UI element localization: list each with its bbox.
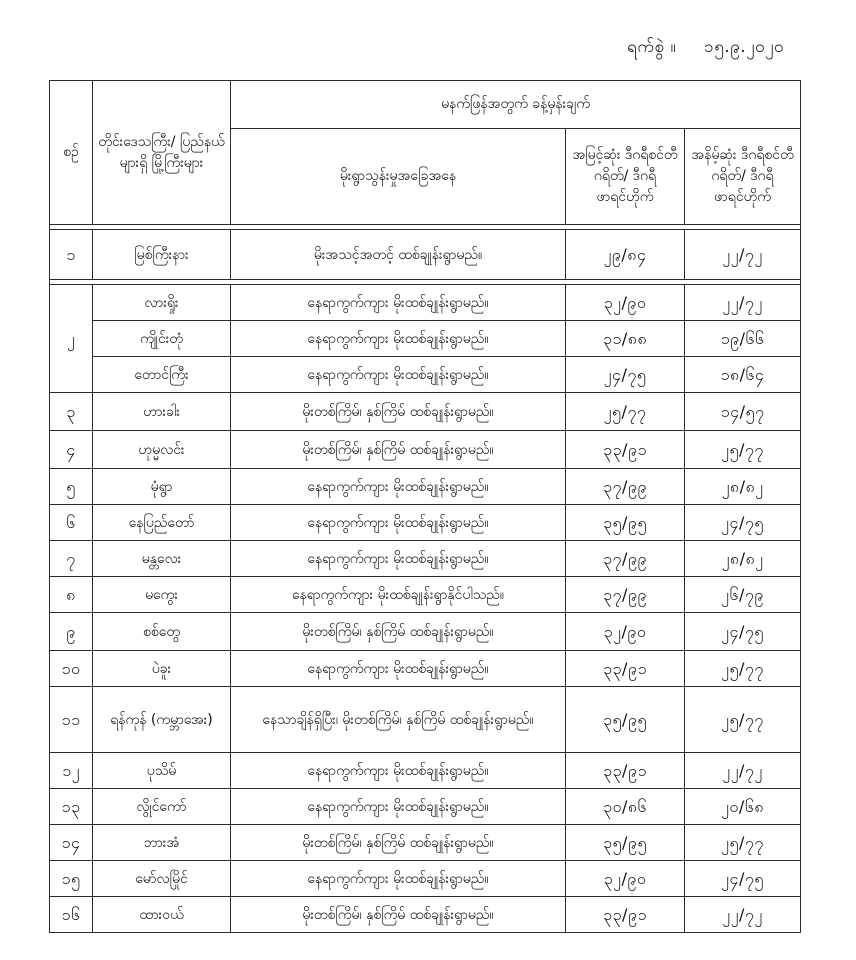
city-name: လွိုင်ကော် [93,789,231,825]
table-row [50,577,801,613]
rain-condition: နေရာကွက်ကျား မိုးထစ်ချုန်းရွာမည်။ [231,469,566,505]
row-number: ၅ [50,469,93,505]
max-temp: ၃၀/၈၆ [566,789,685,825]
table-row [50,753,801,789]
min-temp: ၂၂/၇၂ [685,897,801,933]
min-temp: ၂၅/၇၇ [685,431,801,469]
city-name: ရန်ကုန် (ကမ္ဘာအေး) [93,687,231,753]
row-number: ၇ [50,541,93,577]
rain-condition: နေရာကွက်ကျား မိုးထစ်ချုန်းရွာမည်။ [231,651,566,687]
max-temp: ၃၁/၈၈ [566,321,685,357]
table-row [50,321,801,357]
city-name: မြစ်ကြီးနား [93,230,231,280]
max-temp: ၃၅/၉၅ [566,825,685,861]
header-row-top [50,81,801,129]
city-name: မန္တလေး [93,541,231,577]
max-temp: ၃၂/၉၀ [566,613,685,651]
table-row [50,469,801,505]
max-temp: ၂၅/၇၇ [566,393,685,431]
rain-condition: မိုးတစ်ကြိမ်၊ နှစ်ကြိမ် ထစ်ချုန်းရွာမည်။ [231,393,566,431]
row-number: ၂ [50,285,93,393]
rain-condition: နေရာကွက်ကျား မိုးထစ်ချုန်းရွာမည်။ [231,861,566,897]
table-row [50,897,801,933]
min-temp: ၂၄/၇၅ [685,505,801,541]
column-header-no: စဉ် [50,81,93,225]
city-name: ထားဝယ် [93,897,231,933]
min-temp: ၂၈/၈၂ [685,469,801,505]
rain-condition: နေရာကွက်ကျား မိုးထစ်ချုန်းရွာမည်။ [231,285,566,321]
table-row [50,393,801,431]
rain-condition: နေရာကွက်ကျား မိုးထစ်ချုန်းရွာမည်။ [231,753,566,789]
row-number: ၈ [50,577,93,613]
table-row [50,613,801,651]
max-temp: ၃၅/၉၅ [566,687,685,753]
city-name: နေပြည်တော် [93,505,231,541]
max-temp: ၃၇/၉၉ [566,541,685,577]
table-row [50,357,801,393]
min-temp: ၁၄/၅၇ [685,393,801,431]
table-row [50,861,801,897]
forecast-table [49,80,801,933]
max-temp: ၂၄/၇၅ [566,357,685,393]
rain-condition: မိုးအသင့်အတင့် ထစ်ချုန်းရွာမည်။ [231,230,566,280]
rain-condition: မိုးတစ်ကြိမ်၊ နှစ်ကြိမ် ထစ်ချုန်းရွာမည်။ [231,613,566,651]
min-temp: ၂၆/၇၉ [685,577,801,613]
row-number: ၁၁ [50,687,93,753]
max-temp: ၃၃/၉၁ [566,753,685,789]
max-temp: ၂၉/၈၄ [566,230,685,280]
column-header-max-temp: အမြင့်ဆုံး ဒီဂရီစင်တီဂရိတ်/ ဒီဂရီဖာရင်ဟိုက် [566,129,685,225]
rain-condition: နေရာကွက်ကျား မိုးထစ်ချုန်းရွာမည်။ [231,789,566,825]
column-header-city: တိုင်းဒေသကြီး/ ပြည်နယ်များရှိ မြို့ကြီးများ [93,81,231,225]
rain-condition: မိုးတစ်ကြိမ်၊ နှစ်ကြိမ် ထစ်ချုန်းရွာမည်။ [231,897,566,933]
table-row [50,285,801,321]
column-header-min-temp: အနိမ့်ဆုံး ဒီဂရီစင်တီဂရိတ်/ ဒီဂရီဖာရင်ဟိုက် [685,129,801,225]
row-number: ၆ [50,505,93,541]
table-row [50,789,801,825]
row-number: ၁၂ [50,753,93,789]
row-number: ၁၅ [50,861,93,897]
city-name: မုံရွာ [93,469,231,505]
max-temp: ၃၃/၉၁ [566,431,685,469]
min-temp: ၂၂/၇၂ [685,230,801,280]
min-temp: ၂၅/၇၇ [685,687,801,753]
city-name: ဟားခါး [93,393,231,431]
min-temp: ၁၈/၆၄ [685,357,801,393]
max-temp: ၃၇/၉၉ [566,577,685,613]
date-value: ၁၅.၉.၂၀၂၀ [704,37,784,57]
rain-condition: မိုးတစ်ကြိမ်၊ နှစ်ကြိမ် ထစ်ချုန်းရွာမည်။ [231,431,566,469]
row-number: ၃ [50,393,93,431]
rain-condition: နေရာကွက်ကျား မိုးထစ်ချုန်းရွာမည်။ [231,321,566,357]
max-temp: ၃၃/၉၁ [566,651,685,687]
max-temp: ၃၇/၉၉ [566,469,685,505]
min-temp: ၂၅/၇၇ [685,825,801,861]
table-row [50,541,801,577]
rain-condition: နေရာကွက်ကျား မိုးထစ်ချုန်းရွာမည်။ [231,541,566,577]
date-line [627,36,784,61]
min-temp: ၂၅/၇၇ [685,651,801,687]
city-name: မကွေး [93,577,231,613]
min-temp: ၂၂/၇၂ [685,285,801,321]
column-header-forecast-group: မနက်ဖြန်အတွက် ခန့်မှန်းချက် [231,81,801,129]
row-number: ၄ [50,431,93,469]
row-number: ၉ [50,613,93,651]
row-number: ၁၄ [50,825,93,861]
date-label: ရက်စွဲ ။ [627,37,677,57]
max-temp: ၃၂/၉၀ [566,285,685,321]
table-row [50,825,801,861]
table-row [50,651,801,687]
city-name: လားရှိုး [93,285,231,321]
city-name: ပဲခူး [93,651,231,687]
city-name: မော်လမြိုင် [93,861,231,897]
city-name: တောင်ကြီး [93,357,231,393]
max-temp: ၃၃/၉၁ [566,897,685,933]
min-temp: ၂၀/၆၈ [685,789,801,825]
table-row [50,431,801,469]
table-row [50,230,801,280]
city-name: ဘားအံ [93,825,231,861]
city-name: ပုသိမ် [93,753,231,789]
row-number: ၁၃ [50,789,93,825]
row-number: ၁၀ [50,651,93,687]
table-row [50,687,801,753]
min-temp: ၂၈/၈၂ [685,541,801,577]
city-name: ဟုမ္မလင်း [93,431,231,469]
min-temp: ၂၂/၇၂ [685,753,801,789]
table-row [50,505,801,541]
min-temp: ၂၄/၇၅ [685,861,801,897]
rain-condition: မိုးတစ်ကြိမ်၊ နှစ်ကြိမ် ထစ်ချုန်းရွာမည်။ [231,825,566,861]
city-name: ကျိုင်းတုံ [93,321,231,357]
min-temp: ၁၉/၆၆ [685,321,801,357]
city-name: စစ်တွေ [93,613,231,651]
rain-condition: နေရာကွက်ကျား မိုးထစ်ချုန်းရွာမည်။ [231,505,566,541]
rain-condition: နေရာကွက်ကျား မိုးထစ်ချုန်းရွာနိုင်ပါသည်။ [231,577,566,613]
max-temp: ၃၂/၉၀ [566,861,685,897]
min-temp: ၂၄/၇၅ [685,613,801,651]
column-header-condition: မိုးရွာသွန်းမှုအခြေအနေ [231,129,566,225]
row-number: ၁ [50,230,93,280]
row-number: ၁၆ [50,897,93,933]
max-temp: ၃၅/၉၅ [566,505,685,541]
rain-condition: နေသာချိန်ရှိပြီး၊ မိုးတစ်ကြိမ်၊ နှစ်ကြိမ် ထစ်ချုန်းရွာမည်။ [231,687,566,753]
rain-condition: နေရာကွက်ကျား မိုးထစ်ချုန်းရွာမည်။ [231,357,566,393]
